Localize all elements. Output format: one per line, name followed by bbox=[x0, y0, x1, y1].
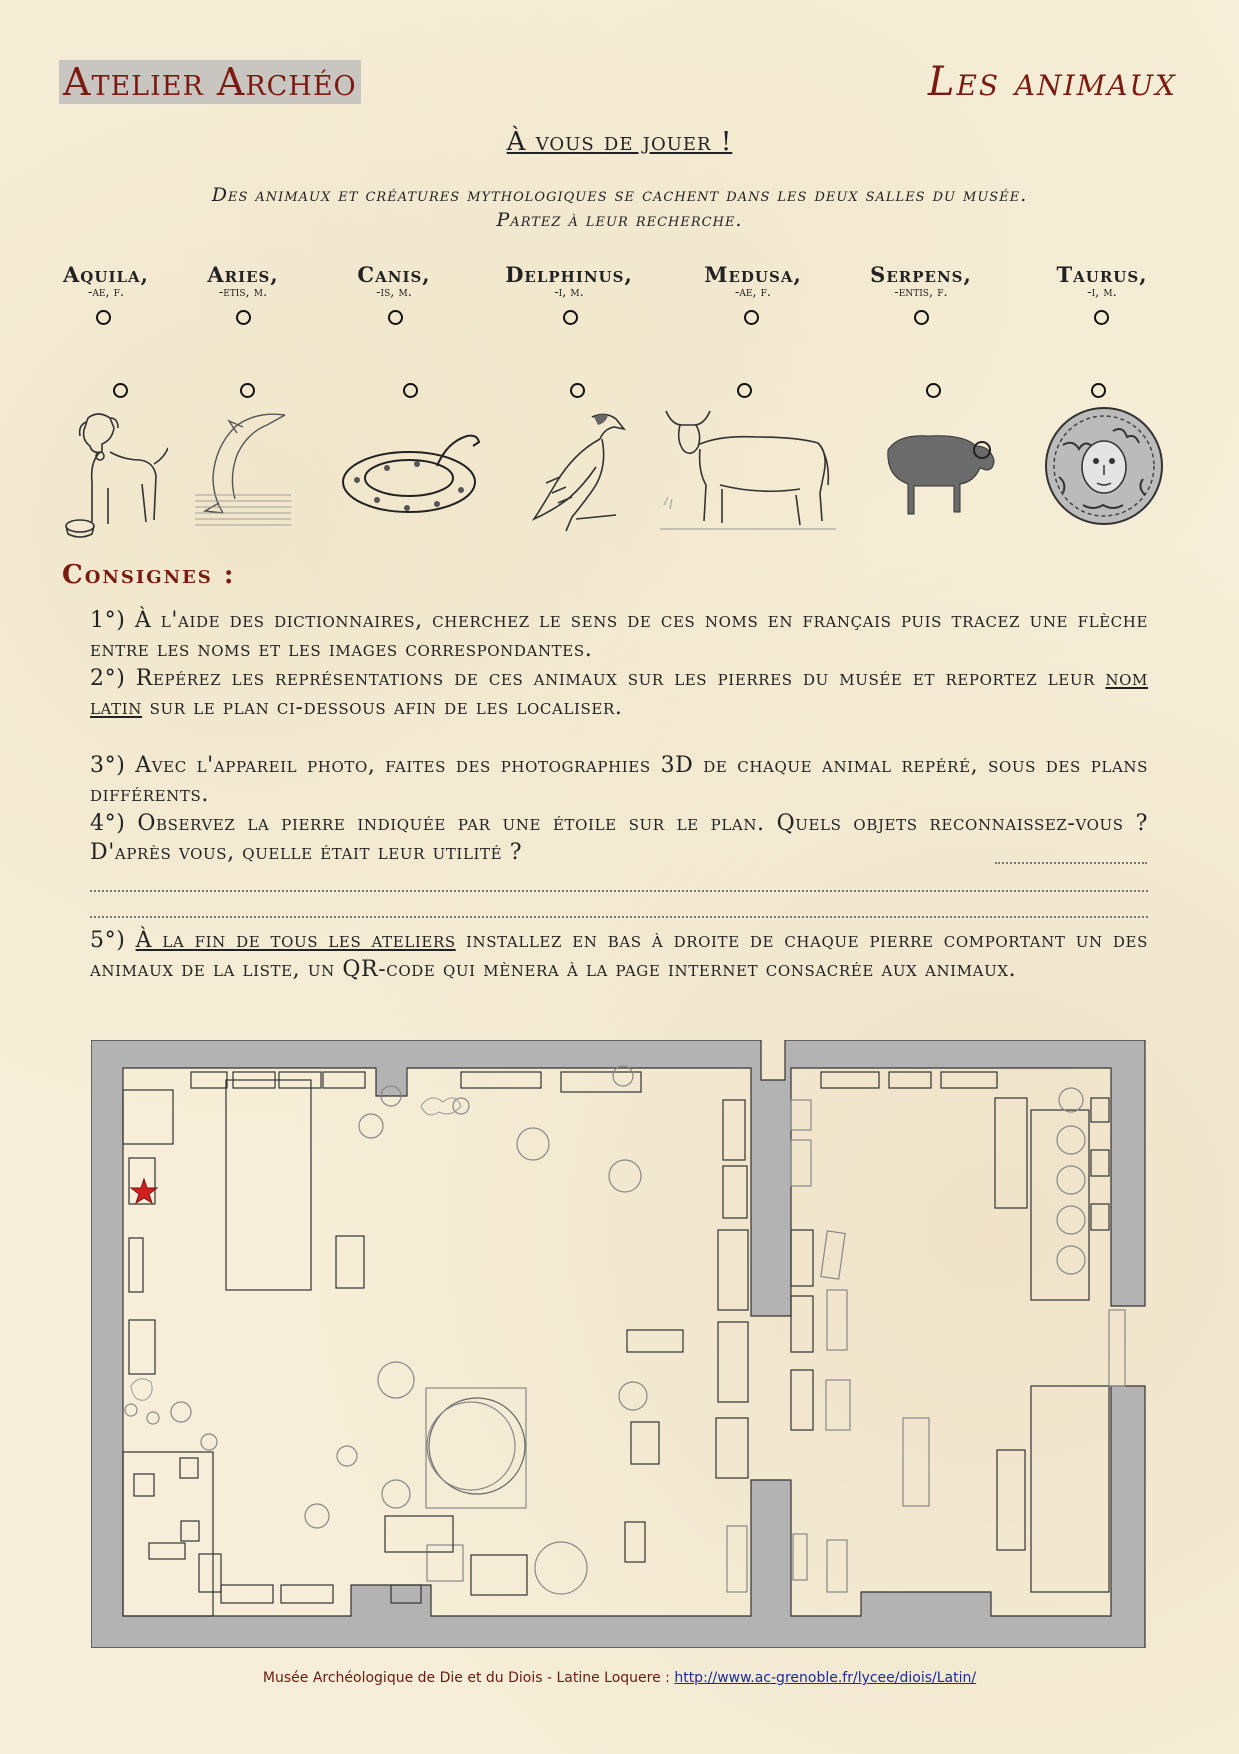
word-dot-aries[interactable] bbox=[236, 310, 251, 325]
word-name: Serpens, bbox=[870, 262, 972, 287]
museum-floor-plan bbox=[91, 1040, 1149, 1648]
word-grammar: -ae, f. bbox=[87, 285, 125, 300]
word-dot-aquila[interactable] bbox=[96, 310, 111, 325]
instruction-5-emphasis: À la fin de tous les ateliers bbox=[135, 928, 456, 953]
image-dot-5[interactable] bbox=[737, 383, 752, 398]
instruction-5-number: 5°) bbox=[90, 928, 136, 953]
snake-drawing bbox=[337, 420, 482, 520]
image-dot-1[interactable] bbox=[113, 383, 128, 398]
instruction-5 bbox=[90, 926, 1148, 984]
instruction-2-text: 2°) Repérez les représentations de ces animaux sur les pierres du musée et reportez leur bbox=[90, 666, 1106, 691]
word-name: Canis, bbox=[357, 262, 431, 287]
word-delphinus bbox=[494, 262, 644, 300]
word-grammar: -is, m. bbox=[376, 285, 412, 300]
word-medusa bbox=[678, 262, 828, 300]
word-name: Aquila, bbox=[63, 262, 149, 287]
word-grammar: -etis, m. bbox=[218, 285, 268, 300]
instruction-5-text: installez en bas à droite de chaque pierre comportant un des animaux de la liste, un QR-code qui mènera à la page internet consacrée aux animaux. bbox=[90, 928, 1148, 982]
section-heading: À vous de jouer ! bbox=[506, 127, 733, 157]
word-dot-serpens[interactable] bbox=[914, 310, 929, 325]
ram-drawing bbox=[874, 430, 998, 520]
image-dot-7[interactable] bbox=[1091, 383, 1106, 398]
word-name: Medusa, bbox=[704, 262, 802, 287]
instructions-heading: Consignes : bbox=[62, 560, 236, 590]
word-name: Aries, bbox=[207, 262, 279, 287]
image-dot-6[interactable] bbox=[926, 383, 941, 398]
answer-line-1[interactable] bbox=[995, 862, 1147, 864]
instruction-2-text-end: sur le plan ci-dessous afin de les localiser. bbox=[142, 695, 623, 720]
instruction-2-emphasis: nom latin bbox=[90, 666, 1148, 720]
word-canis bbox=[319, 262, 469, 300]
instruction-3: 3°) Avec l'appareil photo, faites des photographies 3D de chaque animal repéré, sous des plans différents. bbox=[90, 753, 1148, 807]
image-dot-2[interactable] bbox=[240, 383, 255, 398]
word-grammar: -entis, f. bbox=[894, 285, 948, 300]
image-dot-4[interactable] bbox=[570, 383, 585, 398]
word-dot-medusa[interactable] bbox=[744, 310, 759, 325]
star-marker-icon bbox=[131, 1179, 157, 1203]
word-grammar: -i, m. bbox=[1087, 285, 1117, 300]
word-serpens bbox=[846, 262, 996, 300]
footer-text: Musée Archéologique de Die et du Diois - Latine Loquere : bbox=[262, 1670, 675, 1686]
medusa-medallion bbox=[1043, 405, 1165, 527]
bull-drawing bbox=[660, 405, 836, 535]
intro-line-2: Partez à leur recherche. bbox=[496, 209, 743, 231]
word-grammar: -i, m. bbox=[554, 285, 584, 300]
word-dot-canis[interactable] bbox=[388, 310, 403, 325]
footer bbox=[0, 1670, 1239, 1686]
footer-link[interactable]: http://www.ac-grenoble.fr/lycee/diois/Latin/ bbox=[674, 1670, 977, 1686]
instruction-2 bbox=[90, 664, 1148, 722]
worksheet-topic: Les animaux bbox=[927, 59, 1177, 105]
word-grammar: -ae, f. bbox=[734, 285, 772, 300]
word-name: Taurus, bbox=[1056, 262, 1148, 287]
worksheet-title: Atelier Archéo bbox=[59, 60, 361, 104]
word-dot-taurus[interactable] bbox=[1094, 310, 1109, 325]
word-dot-delphinus[interactable] bbox=[563, 310, 578, 325]
word-aquila bbox=[31, 262, 181, 300]
image-dot-3[interactable] bbox=[403, 383, 418, 398]
answer-line-2[interactable] bbox=[90, 890, 1148, 892]
word-name: Delphinus, bbox=[505, 262, 633, 287]
instruction-4: 4°) Observez la pierre indiquée par une étoile sur le plan. Quels objets reconnaissez-vous ? D'après vous, quelle était leur utilité ? bbox=[90, 811, 1148, 865]
word-aries bbox=[168, 262, 318, 300]
intro-line-1: Des animaux et créatures mythologiques se cachent dans les deux salles du musée. bbox=[211, 184, 1028, 206]
eagle-drawing bbox=[516, 403, 634, 535]
dolphin-drawing bbox=[193, 403, 293, 533]
word-taurus bbox=[1027, 262, 1177, 300]
answer-line-3[interactable] bbox=[90, 916, 1148, 918]
dog-drawing bbox=[58, 408, 168, 538]
instruction-1: 1°) À l'aide des dictionnaires, cherchez le sens de ces noms en français puis tracez une flèche entre les noms et les images correspondantes. bbox=[90, 608, 1148, 662]
